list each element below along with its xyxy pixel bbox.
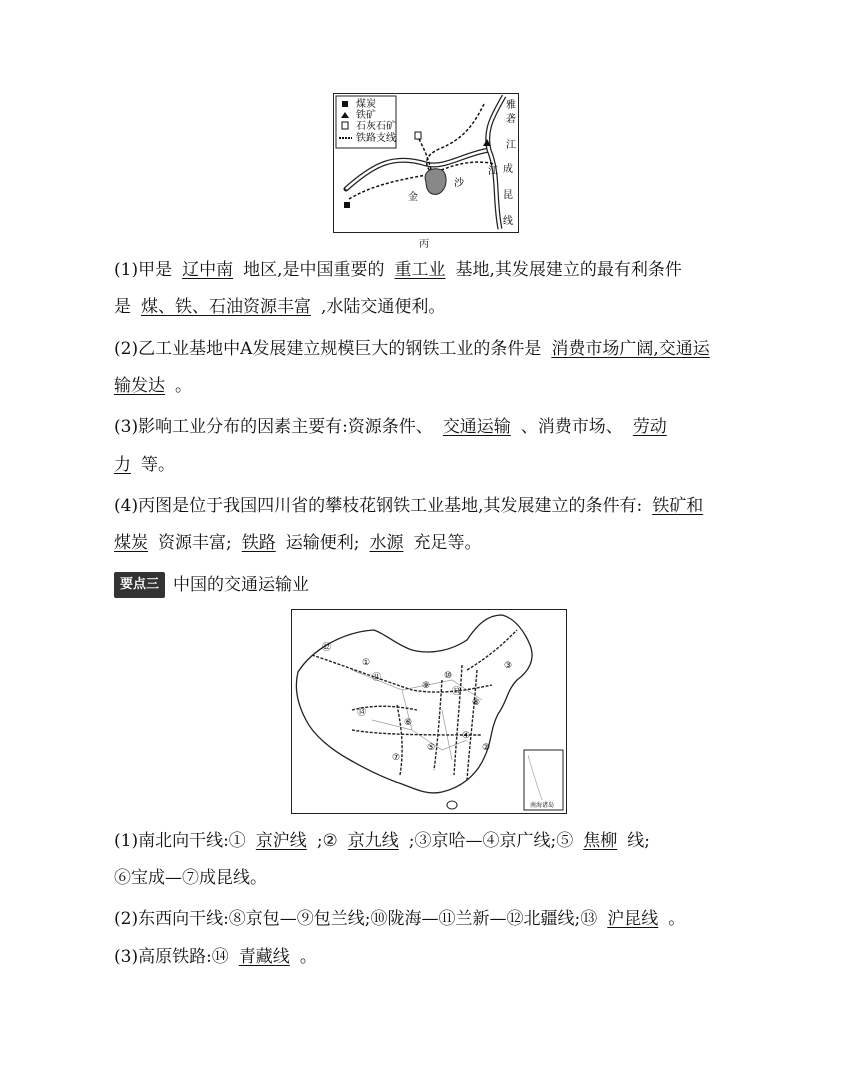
q3-line2: 力 等。 — [114, 455, 175, 475]
q1-line2: 是 煤、铁、石油资源丰富 ,水陆交通便利。 — [114, 297, 446, 317]
t1-line1: (1)南北向干线:① 京沪线 ;② 京九线 ;③京哈—④京广线;⑤ 焦柳 线; — [114, 831, 650, 851]
map-label-13: ⑬ — [452, 687, 462, 697]
q2-line2: 输发达 。 — [114, 376, 192, 396]
map-label-2: ② — [482, 743, 491, 753]
q2-line1: (2)乙工业基地中A发展建立规模巨大的钢铁工业的条件是 消费市场广阔,交通运 — [114, 339, 710, 359]
label-jin: 金 — [408, 192, 418, 203]
map-label-6: ⑥ — [404, 718, 413, 728]
map-label-7: ⑦ — [392, 753, 401, 763]
map-label-3: ③ — [504, 661, 513, 671]
map-label-9: ⑨ — [422, 681, 431, 691]
section3-badge: 要点三 — [114, 572, 165, 598]
legend-limestone: 石灰石矿 — [356, 121, 396, 132]
coal-legend-icon — [342, 101, 348, 107]
label-xian: 线 — [503, 216, 513, 227]
inset-caption: 南海诸岛 — [530, 802, 555, 809]
q4-line1: (4)丙图是位于我国四川省的攀枝花钢铁工业基地,其发展建立的条件有: 铁矿和 — [114, 496, 704, 516]
label-sha: 沙 — [454, 178, 464, 189]
limestone-site-icon — [415, 132, 421, 139]
map-label-11: ⑪ — [372, 673, 382, 683]
china-railway-map — [291, 609, 567, 814]
section3-title: 中国的交通运输业 — [173, 575, 310, 595]
panzhihua-map — [333, 93, 519, 233]
legend-rail: 铁路支线 — [356, 133, 396, 144]
map-label-1: ① — [362, 658, 371, 668]
q3-line1: (3)影响工业分布的因素主要有:资源条件、 交通运输 、消费市场、 劳动 — [114, 417, 667, 437]
map-label-8: ⑧ — [472, 698, 481, 708]
panzhihua-map-drawing — [334, 94, 517, 231]
china-railway-map-drawing — [292, 610, 565, 812]
label-cheng: 成 — [503, 164, 513, 175]
t2-line: (2)东西向干线:⑧京包—⑨包兰线;⑩陇海—⑪兰新—⑫北疆线;⑬ 沪昆线 。 — [114, 909, 686, 929]
map-label-5: ⑤ — [427, 743, 436, 753]
t1-line2: ⑥宝成—⑦成昆线。 — [114, 868, 267, 888]
coal-site-icon — [344, 202, 350, 208]
label-ya: 雅 — [506, 100, 516, 111]
legend-iron: 铁矿 — [356, 110, 376, 121]
map-label-12: ⑫ — [322, 643, 332, 653]
map-label-4: ④ — [462, 731, 471, 741]
figure1-caption: 丙 — [419, 239, 429, 250]
label-jiang: 江 — [506, 140, 516, 151]
q1-line1: (1)甲是 辽中南 地区,是中国重要的 重工业 基地,其发展建立的最有利条件 — [114, 260, 682, 280]
t3-line: (3)高原铁路:⑭ 青藏线 。 — [114, 947, 317, 967]
map-label-14: ⑭ — [357, 708, 367, 718]
legend-coal: 煤炭 — [356, 99, 376, 110]
label-kun: 昆 — [503, 190, 513, 201]
label-jiang2: 江 — [488, 166, 498, 177]
map-label-10: ⑩ — [444, 671, 453, 681]
label-long: 砻 — [506, 114, 516, 125]
q4-line2: 煤炭 资源丰富; 铁路 运输便利; 水源 充足等。 — [114, 533, 482, 553]
section3-heading — [114, 572, 309, 598]
